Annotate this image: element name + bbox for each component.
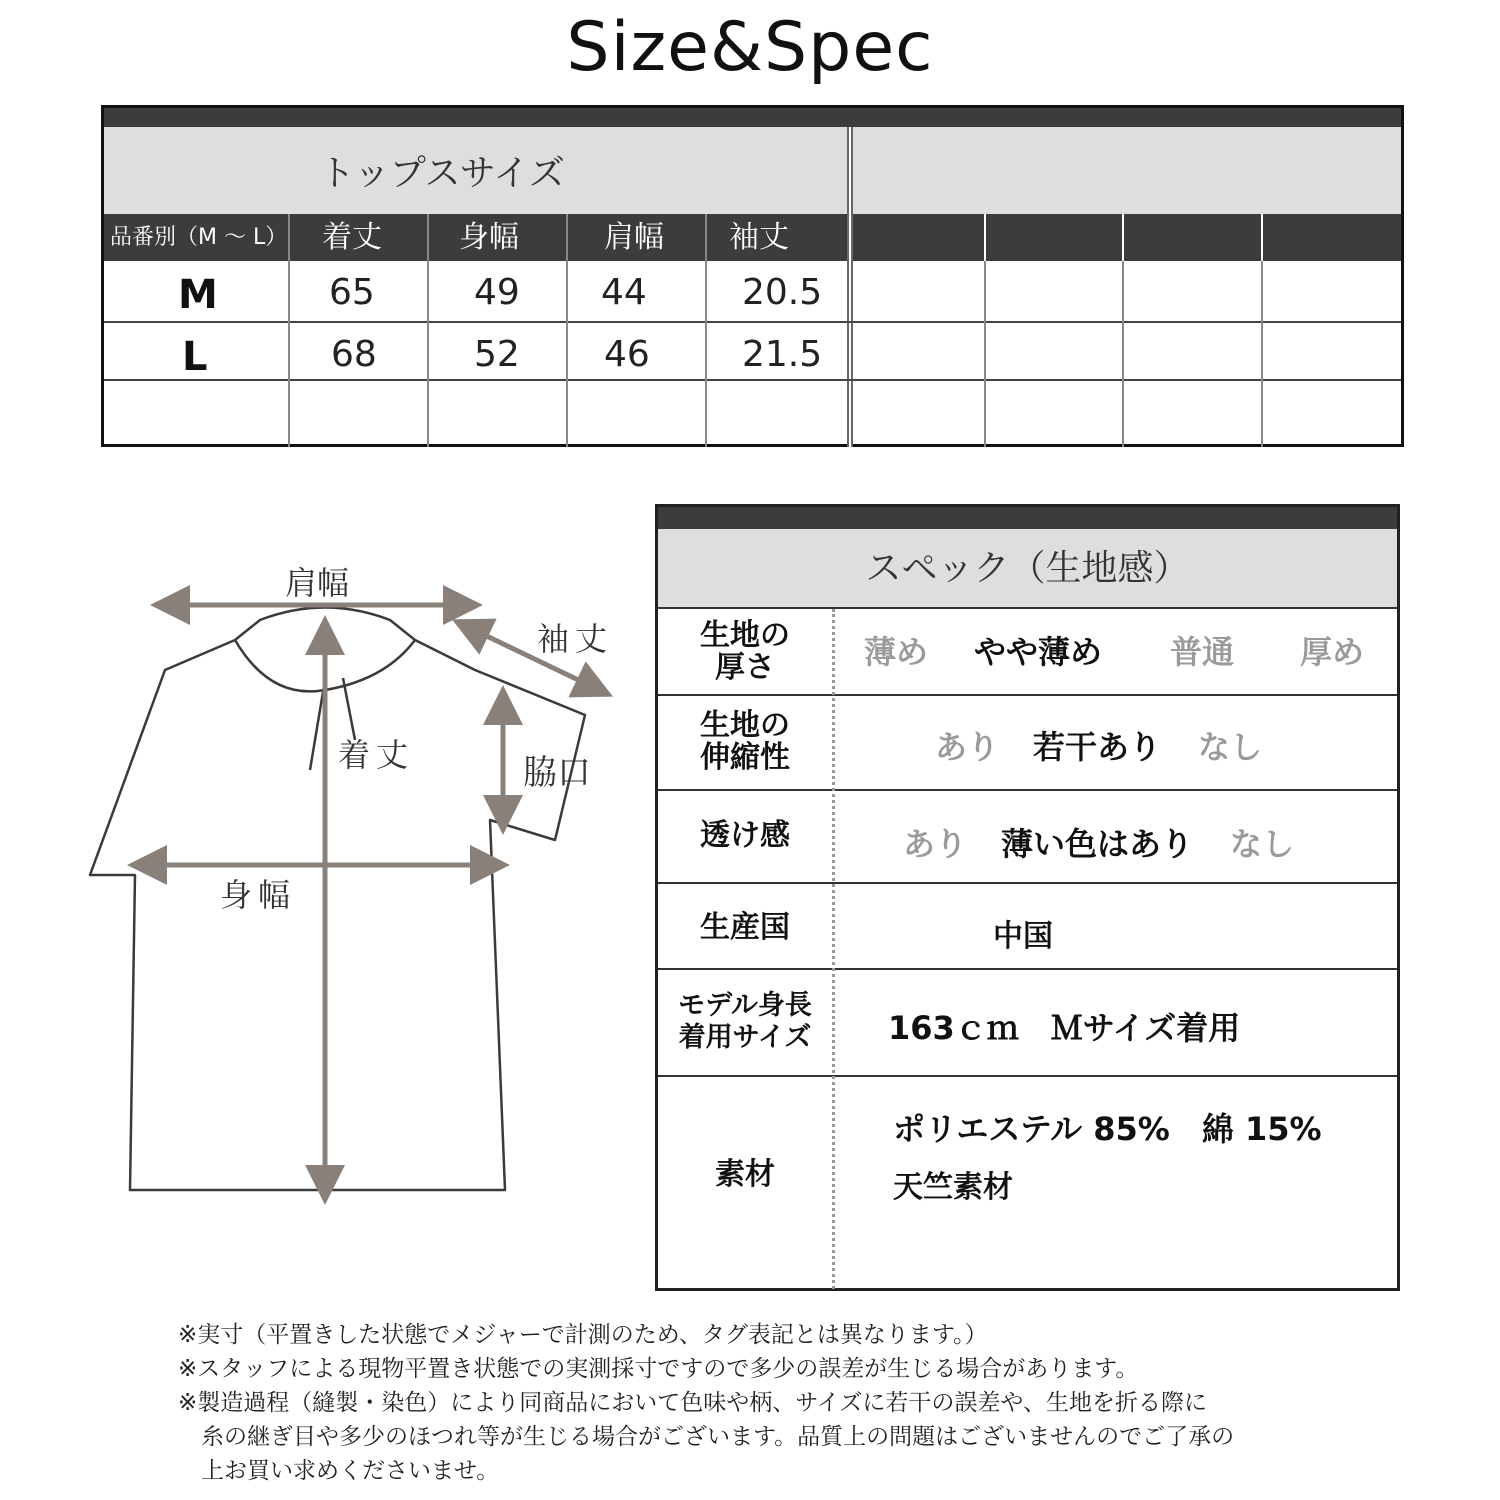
origin-value: 中国 xyxy=(993,919,1053,954)
row-divider xyxy=(658,882,1397,884)
sleeve-length-label: 袖丈 xyxy=(537,620,614,658)
length-label: 着丈 xyxy=(338,736,415,774)
column-divider xyxy=(984,261,986,447)
table-top-bar xyxy=(104,108,1401,127)
row-divider xyxy=(658,607,1397,609)
material-weave: 天竺素材 xyxy=(893,1170,1013,1205)
column-header-length: 着丈 xyxy=(322,220,382,255)
table-cell: 21.5 xyxy=(742,334,823,375)
option-stretch-yes: あり xyxy=(935,728,1000,766)
size-label-m: M xyxy=(178,272,218,318)
spec-header: スペック（生地感） xyxy=(658,529,1397,609)
row-divider xyxy=(104,321,1401,323)
size-section-header xyxy=(104,127,847,214)
note-line: ※スタッフによる現物平置き状態での実測採寸ですので多少の誤差が生じる場合があります。 xyxy=(178,1356,1139,1382)
blank-section-header xyxy=(853,127,1401,214)
column-divider xyxy=(427,214,429,447)
column-header-body-width: 身幅 xyxy=(459,220,519,255)
note-line: ※製造過程（縫製・染色）により同商品において色味や柄、サイズに若干の誤差や、生地を折る際に xyxy=(178,1390,1207,1416)
row-divider xyxy=(658,789,1397,791)
option-stretch-no: なし xyxy=(1198,728,1263,766)
option-sheer-light-colors: 薄い色はあり xyxy=(1001,825,1194,863)
table-cell: 52 xyxy=(474,334,520,375)
size-label-l: L xyxy=(182,334,208,380)
table-cell: 49 xyxy=(474,272,520,313)
spec-label-material: 素材 xyxy=(715,1157,775,1192)
column-divider xyxy=(566,214,568,447)
garment-diagram xyxy=(85,540,645,1210)
column-divider xyxy=(1122,261,1124,447)
spec-top-bar xyxy=(658,507,1397,529)
spec-label-sheerness: 透け感 xyxy=(700,818,790,853)
body-width-label: 身幅 xyxy=(220,876,297,914)
spec-label-model: モデル身長 着用サイズ xyxy=(678,990,812,1053)
note-line: 糸の継ぎ目や多少のほつれ等が生じる場合がございます。品質上の問題はございませんのでご了承の xyxy=(178,1424,1235,1450)
column-header-shoulder-width: 肩幅 xyxy=(604,220,664,255)
table-cell: 46 xyxy=(604,334,650,375)
column-header-divider xyxy=(1261,214,1263,261)
column-divider xyxy=(288,214,290,447)
column-header-divider xyxy=(984,214,986,261)
spec-table xyxy=(655,504,1400,1291)
row-divider xyxy=(658,1075,1397,1077)
option-sheer-no: なし xyxy=(1230,825,1295,863)
model-value: 163ｃｍ Ｍサイズ着用 xyxy=(888,1009,1241,1047)
size-table xyxy=(101,105,1404,447)
row-divider xyxy=(658,694,1397,696)
option-stretch-slight: 若干あり xyxy=(1033,728,1162,766)
column-header-divider xyxy=(1122,214,1124,261)
spec-label-stretch: 生地の 伸縮性 xyxy=(700,708,790,775)
column-divider xyxy=(705,214,707,447)
page-title: Size&Spec xyxy=(566,8,934,87)
option-thin: 薄め xyxy=(864,633,929,671)
notes xyxy=(178,1318,1234,1488)
shoulder-width-label: 肩幅 xyxy=(285,564,350,602)
blank-column-header-bar xyxy=(853,214,1401,261)
note-line: 上お買い求めくださいませ。 xyxy=(178,1458,500,1484)
row-divider xyxy=(658,968,1397,970)
option-thick: 厚め xyxy=(1300,633,1365,671)
option-sheer-yes: あり xyxy=(903,825,968,863)
column-header-sleeve-length: 袖丈 xyxy=(729,220,789,255)
table-divider xyxy=(847,127,853,447)
option-slightly-thin: やや薄め xyxy=(974,633,1103,671)
column-header-product: 品番別（M ～ L） xyxy=(110,225,288,250)
size-section-label: トップスサイズ xyxy=(319,153,565,194)
option-normal: 普通 xyxy=(1170,633,1235,671)
column-divider xyxy=(1261,261,1263,447)
table-cell: 20.5 xyxy=(742,272,823,313)
table-cell: 68 xyxy=(331,334,377,375)
armhole-label: 脇口 xyxy=(523,753,591,793)
note-line: ※実寸（平置きした状態でメジャーで計測のため、タグ表記とは異なります。） xyxy=(178,1322,988,1348)
row-divider xyxy=(104,379,1401,381)
table-cell: 65 xyxy=(329,272,375,313)
label-divider xyxy=(832,609,835,1289)
material-value: ポリエステル 85% 綿 15% xyxy=(893,1110,1322,1148)
table-cell: 44 xyxy=(601,272,647,313)
spec-label-thickness: 生地の 厚さ xyxy=(700,618,790,685)
spec-label-origin: 生産国 xyxy=(700,910,790,945)
